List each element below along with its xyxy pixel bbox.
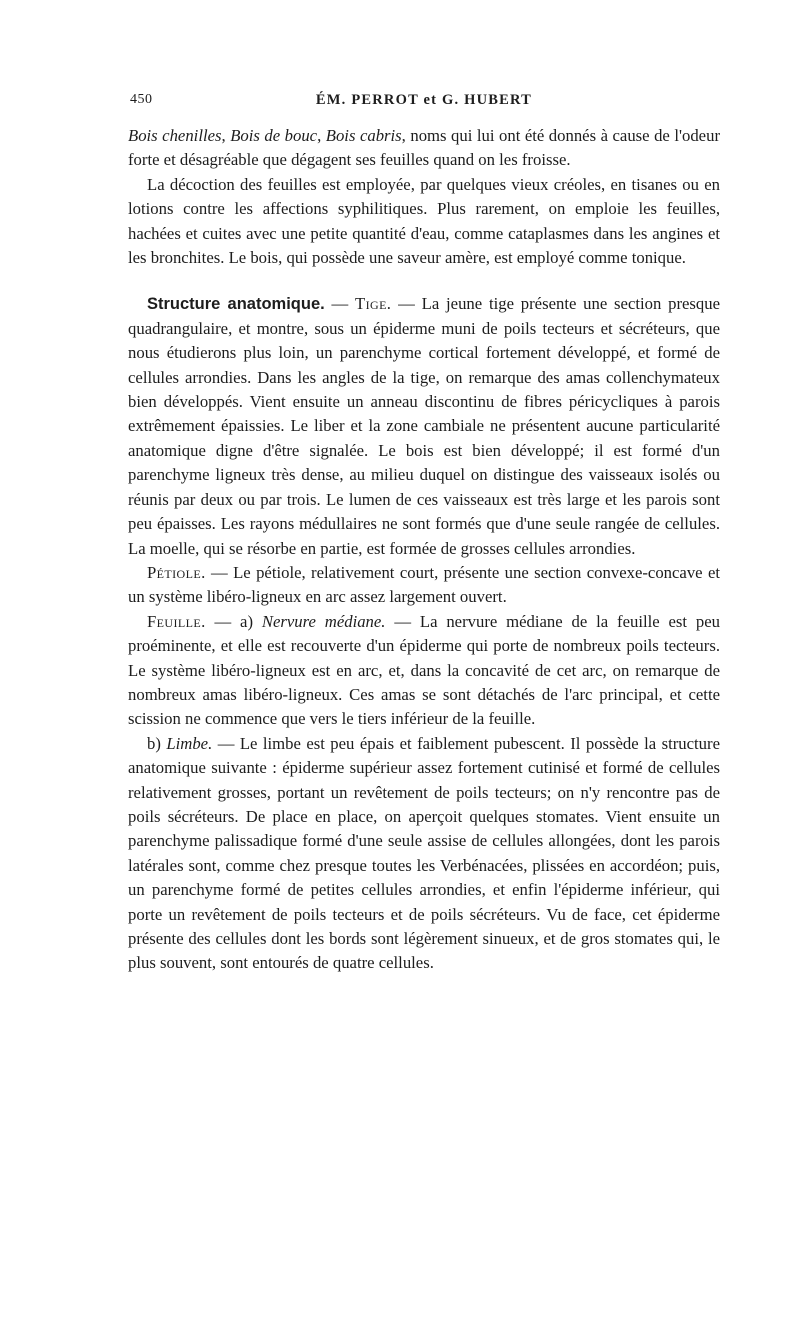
page-header [128, 92, 720, 116]
intro-paragraph-1 [128, 124, 720, 173]
heading-dash: — [324, 294, 356, 314]
feuille-b-marker: b) [147, 733, 167, 753]
feuille-label: Feuille. [147, 611, 206, 631]
tige-text: — La jeune tige présente une section presque quadrangulaire, et montre, sous un épiderme muni de poils tecteurs et sécréteurs, que nous étudierons plus loin, un parenchyme cortical fortement développé, et formé de cellules arrondies. Dans les angles de la tige, on remarque des amas collenchymateux bien développés. Vient ensuite un anneau discontinu de fibres péricycliques à parois extrêmement épaissies. Le liber et la zone cambiale ne présentent aucune particularité anatomique digne d'être signalée. Le bois est bien développé; il est formé d'un parenchyme ligneux très dense, au milieu duquel on distingue des vaisseaux isolés ou réunis par deux ou par trois. Le lumen de ces vaisseaux est très large et les parois sont peu épaisses. Les rayons médullaires ne sont formés que d'une seule rangée de cellules. La moelle, qui se résorbe en partie, est formée de grosses cellules arrondies. [128, 294, 720, 558]
feuille-b-text: — Le limbe est peu épais et faiblement pubescent. Il possède la structure anatomique suivante : épiderme supérieur assez fortement cutinisé et formé de cellules relativement grosses, portant un revêtement de poils tecteurs; on n'y rencontre pas de poils sécréteurs. De place en place, on aperçoit quelques stomates. Vient ensuite un parenchyme palissadique formé d'une seule assise de cellules allongées, dont les parois latérales sont, comme chez presque toutes les Verbénacées, plissées en accordéon; puis, un parenchyme formé de petites cellules arrondies, et enfin l'épiderme inférieur, qui porte un revêtement de poils tecteurs et de poils sécréteurs. Vu de face, cet épiderme présente des cellules dont les bords sont légèrement sinueux, et de gros stomates qui, le plus souvent, sont entourés de quatre cellules. [128, 733, 720, 973]
body-text [128, 124, 720, 976]
nervure-mediane-title: Nervure médiane. [261, 611, 386, 631]
intro-paragraph-1-text: , noms qui lui ont été donnés à cause de l'odeur forte et désagréable que dégagent ses feuilles quand on les froisse. [128, 126, 720, 170]
petiole-label: Pétiole. [147, 562, 206, 582]
separator: , [317, 126, 326, 145]
intro-paragraph-2: La décoction des feuilles est employée, par quelques vieux créoles, en tisanes ou en lotions contre les affections syphilitiques. Plus rarement, on emploie les feuilles, hachées et cuites avec une petite quantité d'eau, comme cataplasmes dans les angines et les bronchites. Le bois, qui possède une saveur amère, est employé comme tonique. [128, 174, 720, 268]
book-page [128, 92, 720, 976]
section-heading: Structure anatomique. [147, 295, 325, 314]
section-gap [128, 270, 720, 292]
common-name-2: Bois de bouc [230, 126, 318, 145]
feuille-a-marker: — a) [205, 611, 262, 631]
petiole-paragraph [128, 561, 720, 610]
feuille-a-text: — La nervure médiane de la feuille est peu proéminente, et elle est recouverte d'un épiderme qui porte de nombreux poils tecteurs. Le système libéro-ligneux est en arc, et, dans la concavité de cet arc, on remarque de nombreux amas libéro-ligneux. Ces amas se sont détachés de l'arc principal, et cette scission ne commence que vers le tiers inférieur de la feuille. [128, 611, 720, 729]
limbe-title: Limbe. [166, 733, 213, 753]
feuille-paragraph [128, 610, 720, 732]
tige-label: Tige. [355, 294, 392, 314]
limbe-paragraph [128, 732, 720, 976]
tige-paragraph [128, 292, 720, 560]
page-number: 450 [130, 92, 153, 107]
separator: , [221, 126, 231, 145]
running-head: ÉM. PERROT et G. HUBERT [315, 92, 533, 108]
common-name-1: Bois chenilles [128, 126, 222, 145]
petiole-text: — Le pétiole, relativement court, présente une section convexe-concave et un système libéro-ligneux en arc assez largement ouvert. [128, 562, 720, 607]
common-name-3: Bois cabris [325, 126, 402, 145]
